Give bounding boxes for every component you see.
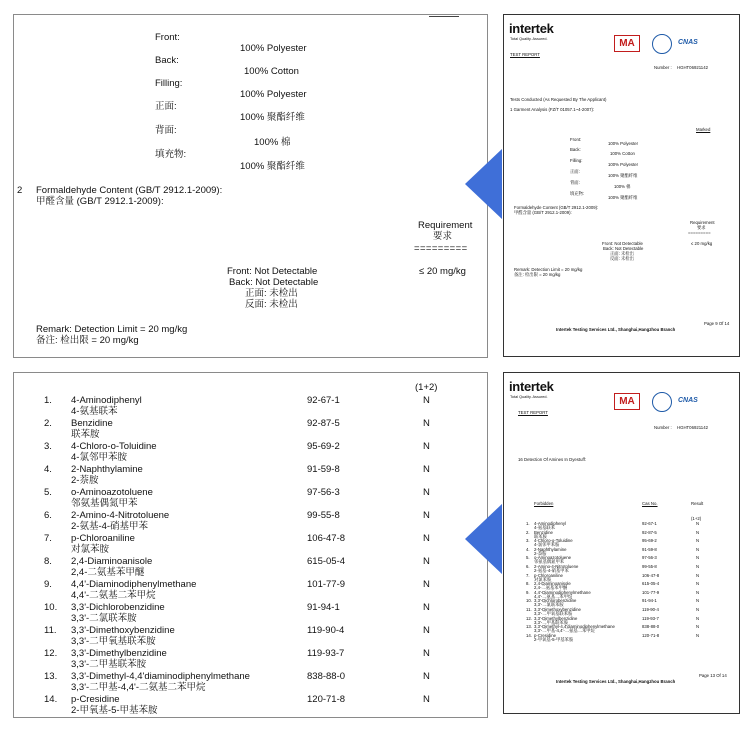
mini-result-header: (1+2) [691,516,702,521]
col-result: Result [691,501,704,506]
mini-row-number: 3. [526,538,530,544]
substance-name-en: 2-Naphthylamine [71,464,143,475]
mini-substance-cn: 4-氨基联苯 [534,525,556,530]
substance-name-en: 3,3'-Dimethylbenzidine [71,648,167,659]
fiber-label: Front: [155,32,180,43]
mini-separator: ========= [688,230,711,235]
cas-number: 92-87-5 [307,418,340,429]
row-number: 6. [44,510,52,521]
fiber-value: 100% 棉 [254,137,291,148]
mini-result: 正面: 未检出 [610,251,634,256]
fiber-label: 填充物: [155,149,187,160]
tests-conducted: Tests Conducted (As Requested By The Applicant) [510,97,607,102]
mini-substance-cn: 2,4-二氨基苯甲醚 [534,585,568,591]
mini-substance-cn: 4-氯邻甲苯胺 [534,542,560,548]
item-title-en: Formaldehyde Content (GB/T 2912.1-2009): [36,185,223,196]
mini-substance-en: p-Chloroaniline [534,572,563,578]
mini-result: Back: Not Detectable [603,246,644,251]
mini-substance-en: 4-Chloro-o-Toluidine [534,538,573,544]
mini-item-title: Formaldehyde Content (GB/T 2912.1-2009): [514,205,599,210]
substance-name-cn: 2-氨基-4-硝基甲苯 [71,521,149,532]
mini-substance-en: 2,4-Diaminoanisole [534,581,571,587]
mini-substance-cn: 3,3'-二甲基-4,4'-二氨基二苯甲烷 [534,628,595,634]
mini-result: N [696,624,700,630]
mini-remark-cn: 备注: 检出限 = 20 mg/kg [514,272,561,277]
substance-name-cn: 联苯胺 [71,429,100,440]
mini-fiber-value: 100% 聚酯纤维 [608,173,638,178]
fiber-value: 100% Cotton [244,66,299,77]
substance-name-cn: 2,4-二氨基苯甲醚 [71,567,145,578]
top-rule [429,16,459,17]
footer-company: Intertek Testing Services Ltd., Shanghai,Hangzhou Branch [556,679,676,684]
logo-tagline: Total Quality. Assured. [510,37,548,41]
mini-result: N [696,589,700,595]
mini-fiber-value: 100% Polyester [608,141,639,146]
mini-requirement: Requirement [690,220,715,225]
mini-cas: 838-88-0 [642,624,660,630]
mini-substance-en: 3,3'-Dimethoxybenzidine [534,607,581,612]
result-value: N [423,556,430,567]
row-number: 12. [44,648,58,659]
mini-cas: 95-69-2 [642,538,657,544]
row-number: 13. [44,671,58,682]
fiber-value: 100% 聚酯纤维 [240,112,305,123]
cas-number: 95-69-2 [307,441,340,452]
requirement-heading-cn: 要求 [433,231,453,242]
test-report-heading: TEST REPORT [510,52,540,57]
substance-name-en: 3,3'-Dichlorobenzidine [71,602,165,613]
result-text: Front: Not Detectable [227,266,318,277]
report-page-thumbnail-bottom [503,372,740,714]
requirement-heading: Requirement [418,220,473,231]
substance-name-en: 2-Amino-4-Nitrotoluene [71,510,170,521]
mini-row-number: 10. [526,598,532,604]
mini-row-number: 13. [526,624,532,630]
mini-result: N [696,572,700,578]
mini-substance-cn: 2-氨基-4-硝基甲苯 [534,568,569,573]
result-value: N [423,441,430,452]
mini-result: N [696,598,700,604]
fiber-label: Back: [155,55,179,66]
mini-fiber-value: 100% 聚酯纤维 [608,195,638,200]
substance-name-en: 4-Chloro-o-Toluidine [71,441,157,452]
report-excerpt-formaldehyde [13,14,488,358]
section-title: 1 Garment Analysis (FZ/T 01057.1~4-2007): [510,107,595,112]
result-value: N [423,395,430,406]
mini-result: N [696,529,700,535]
mini-result: N [696,521,700,526]
section-title: 16 Detection Of Amines In Dyestuff: [518,457,586,462]
mini-substance-en: o-Aminoazotoluene [534,555,572,561]
cas-number: 91-59-8 [307,464,340,475]
mini-substance-cn: 3,3'-二氯联苯胺 [534,602,564,608]
mini-result: N [696,546,700,552]
mini-substance-cn: 4,4'-二氨基二苯甲烷 [534,593,573,599]
cas-number: 615-05-4 [307,556,346,567]
result-text: 反面: 未检出 [245,299,298,310]
mini-fiber-value: 100% Cotton [610,151,635,156]
row-number: 11. [44,625,57,636]
row-number: 5. [44,487,52,498]
fiber-label: 正面: [155,101,177,112]
mini-substance-cn: 3,3'-二甲氧基联苯胺 [534,611,573,616]
mini-row-number: 12. [526,615,532,621]
mini-cas: 92-67-1 [642,521,657,526]
mini-row-number: 14. [526,632,532,638]
remark-en: Remark: Detection Limit = 20 mg/kg [36,324,188,335]
mini-cas: 99-55-8 [642,564,657,569]
substance-name-en: 4,4'-Diaminodiphenylmethane [71,579,197,590]
result-text: 正面: 未检出 [245,288,298,299]
mini-fiber-value: 100% Polyester [608,162,639,167]
mini-cas: 91-59-8 [642,546,657,552]
ma-seal-icon: MA [614,393,640,410]
mini-row-number: 11. [526,607,532,612]
substance-name-en: Benzidine [71,418,113,429]
row-number: 4. [44,464,52,475]
cas-number: 838-88-0 [307,671,346,682]
page-number: Page 9 Of 14 [704,321,730,326]
row-number: 9. [44,579,52,590]
ilac-seal-icon [652,34,672,54]
substance-name-cn: 3,3'-二甲基联苯胺 [71,659,147,670]
result-value: N [423,625,430,636]
fiber-value: 100% Polyester [240,43,307,54]
mini-fiber-label: Back: [570,147,581,152]
pointer-arrow-icon [465,503,503,575]
mini-cas: 91-94-1 [642,598,657,604]
mini-substance-en: 3,3'-Dichlorobenzidine [534,598,577,604]
cas-number: 120-71-8 [307,694,346,705]
intertek-logo: intertek [509,21,554,36]
row-number: 14. [44,694,58,705]
number-value: HGHT06921142 [677,425,708,430]
mini-substance-en: 4-Aminodiphenyl [534,521,567,526]
mini-row-number: 7. [526,572,530,578]
result-value: N [423,671,430,682]
substance-name-en: p-Cresidine [71,694,120,705]
mini-result: N [696,607,700,612]
substance-name-en: 3,3'-Dimethoxybenzidine [71,625,175,636]
cas-number: 97-56-3 [307,487,340,498]
mini-result: N [696,538,700,544]
mini-fiber-label: Front: [570,137,582,142]
ilac-seal-icon [652,392,672,412]
report-page-thumbnail-top [503,14,740,357]
fiber-value: 100% Polyester [240,89,307,100]
substance-name-cn: 3,3'-二氯联苯胺 [71,613,137,624]
ma-seal-icon: MA [614,35,640,52]
requirement-separator: ========= [414,243,468,254]
mini-row-number: 8. [526,581,530,587]
mini-fiber-label: 背面: [570,180,580,185]
mini-fiber-label: Filling: [570,158,583,163]
footer-company: Intertek Testing Services Ltd., Shanghai,Hangzhou Branch [556,327,676,332]
requirement-limit: ≤ 20 mg/kg [419,266,466,277]
row-number: 10. [44,602,58,613]
substance-name-en: 4-Aminodiphenyl [71,395,142,406]
cas-number: 119-90-4 [307,625,345,636]
mini-cas: 120-71-8 [642,632,660,638]
mini-substance-en: 2-Amino-4-Nitrotoluene [534,564,579,569]
cas-number: 106-47-8 [307,533,346,544]
fiber-label: Filling: [155,78,183,89]
mini-result: N [696,564,700,569]
mini-substance-en: 4,4'-Diaminodiphenylmethane [534,589,591,595]
cas-number: 99-55-8 [307,510,340,521]
result-value: N [423,464,430,475]
mini-cas: 615-05-4 [642,581,660,587]
substance-name-cn: 邻氨基偶氮甲苯 [71,498,138,509]
mini-cas: 119-93-7 [642,615,659,621]
row-number: 1. [44,395,52,406]
row-number: 2. [44,418,52,429]
mini-substance-en: 2-Naphthylamine [534,546,567,552]
mini-substance-cn: 3,3'-二甲基联苯胺 [534,619,569,625]
substance-name-en: 3,3'-Dimethyl-4,4'diaminodiphenylmethane [71,671,250,682]
mini-result: N [696,581,700,587]
mini-row-number: 1. [526,521,530,526]
substance-name-en: p-Chloroaniline [71,533,135,544]
mini-substance-en: Benzidine [534,529,553,535]
substance-name-cn: 对氯苯胺 [71,544,110,555]
col-cas: Cas No. [642,501,658,506]
mini-fiber-value: 100% 棉 [614,184,631,189]
item-number: 2 [17,185,23,196]
row-number: 3. [44,441,52,452]
result-value: N [423,648,430,659]
mini-fiber-label: 正面: [570,169,580,174]
page-number: Page 13 Of 14 [699,673,727,678]
result-value: N [423,579,430,590]
mini-cas: 92-87-5 [642,529,657,535]
mini-result: Front: Not Detectable [602,241,643,246]
mini-result: N [696,615,700,621]
mini-fiber-label: 填充物: [570,191,585,196]
mini-row-number: 4. [526,546,530,552]
substance-name-en: o-Aminoazotoluene [71,487,153,498]
mini-result: N [696,555,700,561]
substance-name-en: 2,4-Diaminoanisole [71,556,153,567]
mini-substance-cn: 对氯苯胺 [534,576,552,582]
result-text: Back: Not Detectable [229,277,319,288]
substance-name-cn: 2-甲氧基-5-甲基苯胺 [71,705,158,716]
row-number: 7. [44,533,52,544]
mini-result: 反面: 未检出 [610,256,634,261]
mini-cas: 106-47-8 [642,572,660,578]
col-forbidden: Forbidden [534,501,554,506]
remark-cn: 备注: 检出限 = 20 mg/kg [36,335,139,346]
substance-name-cn: 3,3'-二甲基-4,4'-二氨基二苯甲烷 [71,682,206,693]
mini-substance-cn: 邻氨基偶氮甲苯 [534,559,565,565]
intertek-logo: intertek [509,379,554,394]
mini-cas: 97-56-3 [642,555,657,561]
number-label: Number : [654,65,672,70]
mini-substance-cn: 联苯胺 [534,533,547,539]
mini-row-number: 9. [526,589,530,595]
mini-substance-cn: 2-萘胺 [534,550,547,556]
substance-name-cn: 3,3'-二甲氧基联苯胺 [71,636,156,647]
row-number: 8. [44,556,52,567]
result-value: N [423,418,430,429]
mini-row-number: 2. [526,529,530,535]
result-value: N [423,602,430,613]
result-value: N [423,510,430,521]
mini-substance-en: p-Cresidine [534,632,556,638]
cnas-logo: CNAS [678,397,698,404]
mini-cas: 101-77-9 [642,589,660,595]
mini-limit: ≤ 20 mg/kg [691,241,713,246]
substance-name-cn: 4,4'-二氨基二苯甲烷 [71,590,156,601]
pointer-arrow-icon [465,148,503,220]
substance-name-cn: 4-氨基联苯 [71,406,118,417]
report-excerpt-amines [13,372,488,718]
mini-row-number: 5. [526,555,530,561]
mini-item-title-cn: 甲醛含量 (GB/T 2912.1-2009): [514,210,572,215]
cas-number: 92-67-1 [307,395,340,406]
marked-heading: Marked [696,127,711,132]
result-value: N [423,487,430,498]
result-column-header: (1+2) [415,382,438,393]
mini-result: N [696,632,700,638]
substance-name-cn: 2-萘胺 [71,475,99,486]
number-label: Number : [654,425,672,430]
mini-substance-en: 3,3'-Dimethyl-4,4'diaminodiphenylmethane [534,624,615,630]
result-value: N [423,533,430,544]
substance-name-cn: 4-氯邻甲苯胺 [71,452,127,463]
test-report-heading: TEST REPORT [518,410,548,415]
mini-substance-cn: 2-甲氧基-5-甲基苯胺 [534,636,574,642]
item-title-cn: 甲醛含量 (GB/T 2912.1-2009): [36,196,164,207]
fiber-label: 背面: [155,125,177,136]
cas-number: 101-77-9 [307,579,346,590]
cas-number: 91-94-1 [307,602,340,613]
cnas-logo: CNAS [678,39,698,46]
result-value: N [423,694,430,705]
logo-tagline: Total Quality. Assured. [510,395,548,399]
mini-substance-en: 3,3'-Dimethylbenzidine [534,615,578,621]
mini-requirement-cn: 要求 [697,225,706,230]
mini-remark: Remark: Detection Limit = 20 mg/kg [514,267,583,272]
number-value: HGHT06921142 [677,65,708,70]
mini-cas: 119-90-4 [642,607,659,612]
cas-number: 119-93-7 [307,648,345,659]
fiber-value: 100% 聚酯纤维 [240,161,305,172]
mini-row-number: 6. [526,564,530,569]
